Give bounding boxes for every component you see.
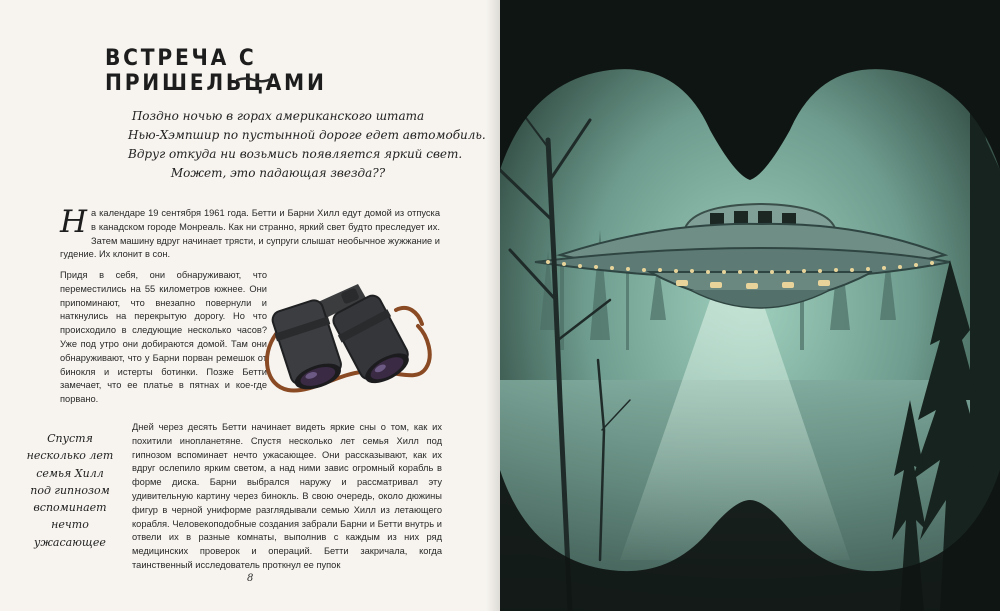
binoculars-illustration xyxy=(258,264,440,404)
side-quote-line: вспоминает xyxy=(33,501,107,515)
intro-line: Поздно ночью в горах американского штата xyxy=(131,109,425,123)
paragraph-1-text: а календаре 19 сентября 1961 года. Бетти и Барни Хилл едут домой из отпуска в канадском городе Монреаль. Как ни странно, яркий свет будто преследует их. Затем машину вдруг начинает трясти, и супруги слышат необычное жужжание и гудение. Их клонит в сон. xyxy=(60,208,440,260)
drop-cap: Н xyxy=(60,204,88,240)
intro-line: Нью-Хэмпшир по пустынной дороге едет автомобиль. xyxy=(128,128,486,142)
side-quote-line: Спустя xyxy=(47,432,93,445)
page-title: ВСТРЕЧА С ПРИШЕЛЬЦАМИ xyxy=(105,46,327,96)
side-quote-line: ужасающее xyxy=(34,535,106,549)
ufo-forest-illustration xyxy=(500,0,1000,611)
paragraph-2: Придя в себя, они обнаруживают, что переместились на 55 километров южнее. Они припоминают, что внезапно повернули и наткнулись на перекрытую дорогу. Но что происходило в следующие несколько часов? Уже под утро они добираются домой. Там они обнаруживают, что у Барни порван ремешок от бинокля и истерты ботинки. Позже Бетти замечает, что ее платье в пятнах и кое-где порвано. xyxy=(60,270,267,405)
paragraph-3: Дней через десять Бетти начинает видеть яркие сны о том, как их похитили инопланетяне. Спустя несколько лет семья Хилл под гипнозом вспоминает нечто ужасающее. Они рассказывают, как их вдруг ослепило ярким светом, а над ними завис огромный корабль в форме диска. Барни выбрался наружу и рассматривал эту удивительную картину через бинокль. В свою очередь, около дюжины фигур в черной униформе разглядывали семью Хилл из летающего корабля. Человекоподобные создания забрали Барни и Бетти внутрь и отвели их в разные комнаты, выполнив с каждым из них ряд медицинских проверок и операций. Бетти закричала, когда таинственный исследователь проткнул ее пупок xyxy=(132,422,442,570)
side-quote-line: несколько лет xyxy=(26,449,114,463)
side-quote xyxy=(22,430,118,551)
side-quote-line: семья Хилл xyxy=(36,466,104,480)
intro-line: Вдруг откуда ни возьмись появляется яркий свет. xyxy=(128,147,463,161)
page-number: 8 xyxy=(247,573,254,584)
paragraph-1 xyxy=(60,204,440,262)
side-quote-line: под гипнозом xyxy=(30,483,110,497)
intro-verse xyxy=(128,107,486,183)
side-quote-line: нечто xyxy=(51,518,89,532)
title-underline xyxy=(236,76,272,84)
intro-line: Может, это падающая звезда?? xyxy=(170,166,386,180)
